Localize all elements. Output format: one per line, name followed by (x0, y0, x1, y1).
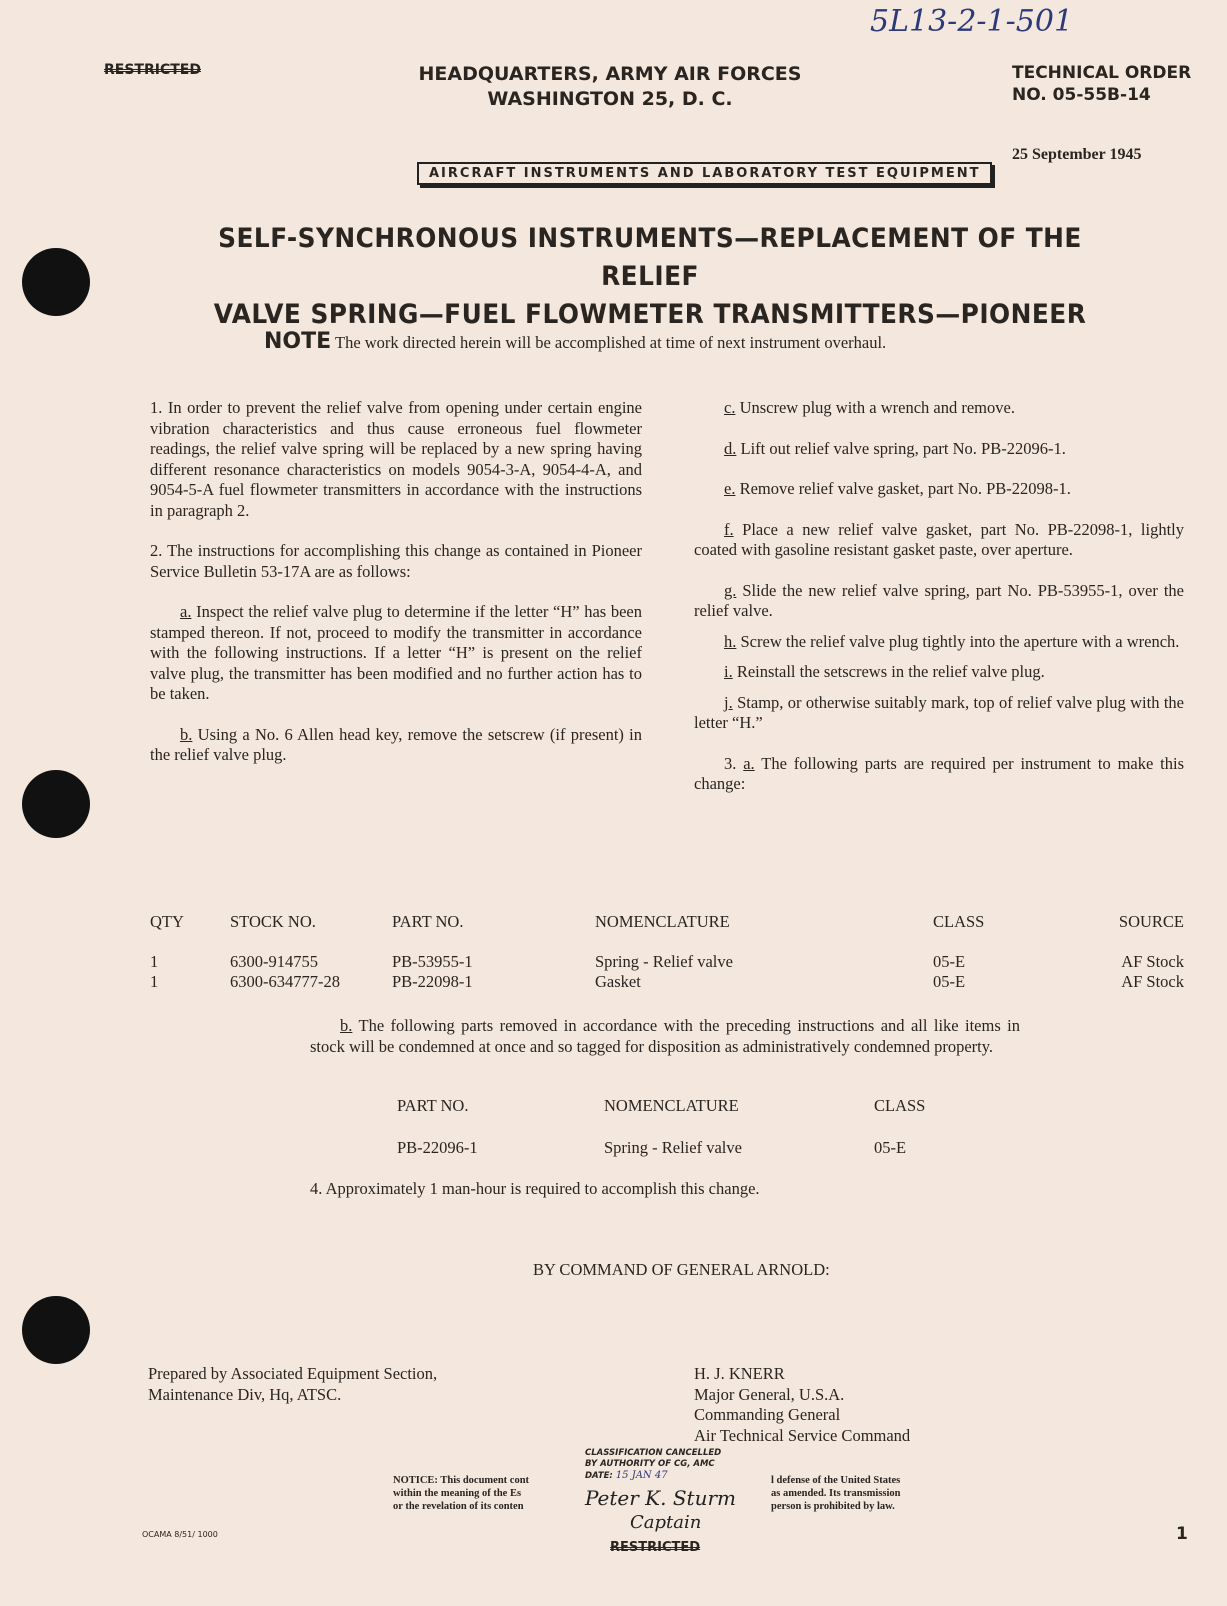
cell: AF Stock (1121, 952, 1184, 971)
paragraph-2: 2. The instructions for accomplishing this change as contained in Pioneer Service Bulletin 53-17A are as follows: (150, 541, 642, 581)
signer-rank: Major General, U.S.A. (694, 1384, 845, 1404)
table-row (150, 952, 1184, 972)
table-row (150, 972, 1184, 992)
step-text: Slide the new relief valve spring, part No. PB-53955-1, over the relief valve. (694, 580, 1184, 620)
step-text: The following parts are required per instrument to make this change: (694, 753, 1184, 793)
stamp-line: BY AUTHORITY OF CG, AMC (585, 1459, 715, 1469)
notice-line: person is prohibited by law. (771, 1501, 895, 1512)
cell: 1 (150, 952, 159, 971)
note (264, 329, 1076, 354)
stamp-date-row (585, 1470, 721, 1482)
table-header (150, 912, 1184, 952)
prepared-by (148, 1364, 437, 1405)
hq-line1: HEADQUARTERS, ARMY AIR FORCES (418, 63, 802, 85)
col-header: SOURCE (1118, 912, 1184, 931)
notice-right (771, 1474, 901, 1513)
step-letter: a. (180, 602, 192, 621)
parts-table (150, 912, 1184, 992)
title-line2: VALVE SPRING—FUEL FLOWMETER TRANSMITTERS—PIONEER (213, 299, 1087, 330)
cell: PB-53955-1 (392, 952, 473, 971)
issue-date: 25 September 1945 (1012, 146, 1142, 163)
step-text: Lift out relief valve spring, part No. PB-22096-1. (740, 438, 1066, 458)
col-header: PART NO. (397, 1096, 469, 1115)
command-line: BY COMMAND OF GENERAL ARNOLD: (533, 1260, 830, 1279)
prepared-line: Prepared by Associated Equipment Section, (148, 1364, 438, 1383)
cell: 6300-634777-28 (230, 972, 340, 991)
table-header (397, 1096, 925, 1138)
step-j (694, 693, 1184, 734)
right-column (694, 398, 1184, 815)
cell: 1 (150, 972, 159, 991)
punch-hole (22, 1296, 90, 1364)
punch-hole (22, 770, 90, 838)
cell: 05-E (874, 1138, 907, 1157)
cell: Gasket (595, 972, 641, 991)
step-text: Unscrew plug with a wrench and remove. (739, 398, 1015, 417)
cell: PB-22098-1 (392, 972, 473, 991)
step-h (694, 632, 1184, 653)
step-letter: f. (724, 519, 734, 539)
notice-line: or the revelation of its conten (393, 1501, 524, 1512)
step-i (694, 662, 1184, 683)
step-text: Reinstall the setscrews in the relief valve plug. (736, 662, 1045, 681)
to-label: TECHNICAL ORDER (1012, 63, 1192, 83)
paragraph-4: 4. Approximately 1 man-hour is required to accomplish this change. (310, 1179, 760, 1198)
signer-command: Air Technical Service Command (694, 1425, 911, 1445)
signer-title: Commanding General (694, 1405, 841, 1424)
cell: 6300-914755 (230, 952, 318, 971)
restricted-marking: RESTRICTED (104, 62, 201, 78)
notice-line: as amended. Its transmission (771, 1488, 901, 1499)
step-letter: i. (724, 662, 733, 681)
step-text: The following parts removed in accordance with the preceding instructions and all like items in stock will be condemned at once and so tagged for disposition as administratively condemned property. (310, 1016, 1020, 1056)
restricted-footer: RESTRICTED (610, 1540, 701, 1555)
form-code: OCAMA 8/51/ 1000 (142, 1530, 218, 1539)
signer-name: H. J. KNERR (694, 1364, 785, 1383)
step-letter: b. (180, 724, 193, 744)
title-line1: SELF-SYNCHRONOUS INSTRUMENTS—REPLACEMENT OF THE RELIEF (218, 223, 1082, 292)
notice-line: l defense of the United States (771, 1475, 901, 1486)
paragraph-1: 1. In order to prevent the relief valve from opening under certain engine vibration characteristics and thus cause erroneous fuel flowmeter readings, the relief valve spring will be replaced by a new spring having different resonance characteristics on models 9054-3-A, 9054-4-A, and 9054-5-A fuel flowmeter transmitters in accordance with the instructions in paragraph 2. (150, 398, 642, 520)
document-title (190, 220, 1110, 334)
handwritten-rank: Captain (630, 1512, 702, 1533)
cell: PB-22096-1 (397, 1138, 478, 1157)
note-label: NOTE (264, 329, 332, 354)
notice-line: NOTICE: This document cont (393, 1475, 530, 1486)
prepared-line: Maintenance Div, Hq, ATSC. (148, 1384, 342, 1404)
step-a (150, 602, 642, 705)
notice-left (393, 1474, 529, 1513)
col-header: CLASS (933, 912, 985, 931)
cell: AF Stock (1121, 972, 1184, 991)
para-num: 3. (724, 753, 737, 773)
paragraph-3a (694, 754, 1184, 795)
step-letter: a. (743, 753, 755, 773)
note-text: The work directed herein will be accomplished at time of next instrument overhaul. (334, 333, 887, 352)
col-header: NOMENCLATURE (604, 1096, 739, 1115)
step-letter: h. (724, 631, 737, 651)
step-text: Place a new relief valve gasket, part No. PB-22098-1, lightly coated with gasoline resistant gasket paste, over aperture. (694, 519, 1185, 559)
step-b (150, 725, 642, 766)
headquarters (380, 62, 840, 112)
signature-block (694, 1364, 910, 1446)
category-box: AIRCRAFT INSTRUMENTS AND LABORATORY TEST EQUIPMENT (417, 162, 992, 185)
handwritten-reference: 5L13-2-1-501 (870, 4, 1074, 39)
step-e (694, 479, 1184, 500)
step-letter: b. (340, 1016, 353, 1035)
step-g (694, 581, 1184, 622)
cell: 05-E (933, 952, 966, 971)
left-column (150, 398, 642, 786)
paragraph-3b (310, 1016, 1020, 1057)
col-header: QTY (150, 912, 184, 931)
step-text: Screw the relief valve plug tightly into the aperture with a wrench. (740, 631, 1180, 651)
step-f (694, 520, 1184, 561)
col-header: NOMENCLATURE (595, 912, 730, 931)
technical-order (1012, 62, 1191, 106)
col-header: STOCK NO. (230, 912, 316, 931)
step-letter: d. (724, 438, 737, 458)
table-row (397, 1138, 925, 1158)
step-letter: c. (724, 398, 736, 417)
stamp-line: CLASSIFICATION CANCELLED (585, 1448, 722, 1458)
hq-line2: WASHINGTON 25, D. C. (487, 88, 733, 110)
step-text: Using a No. 6 Allen head key, remove the setscrew (if present) in the relief valve plug. (150, 724, 643, 764)
declassification-stamp (585, 1448, 721, 1482)
step-letter: e. (724, 479, 736, 498)
step-letter: j. (724, 692, 733, 712)
condemned-table (397, 1096, 925, 1158)
stamp-date: 15 JAN 47 (615, 1470, 668, 1481)
handwritten-signature: Peter K. Sturm (585, 1486, 736, 1510)
stamp-date-label: DATE: (585, 1471, 613, 1481)
notice-line: within the meaning of the Es (393, 1488, 522, 1499)
cell: 05-E (933, 972, 966, 991)
col-header: CLASS (874, 1096, 926, 1115)
page-number: 1 (1176, 1524, 1188, 1544)
cell: Spring - Relief valve (604, 1138, 742, 1157)
step-text: Inspect the relief valve plug to determine if the letter “H” has been stamped thereon. If not, proceed to modify the transmitter in accordance with the following instructions. If a letter “H” is present on the relief valve plug, the transmitter has been modified and no further action has to be taken. (150, 602, 643, 703)
step-d (694, 439, 1184, 460)
step-letter: g. (724, 580, 737, 600)
punch-hole (22, 248, 90, 316)
step-text: Stamp, or otherwise suitably mark, top of relief valve plug with the letter “H.” (694, 692, 1184, 732)
cell: Spring - Relief valve (595, 952, 733, 971)
to-number: NO. 05-55B-14 (1012, 85, 1151, 105)
step-c (694, 398, 1184, 419)
col-header: PART NO. (392, 912, 464, 931)
step-text: Remove relief valve gasket, part No. PB-22098-1. (739, 479, 1071, 498)
